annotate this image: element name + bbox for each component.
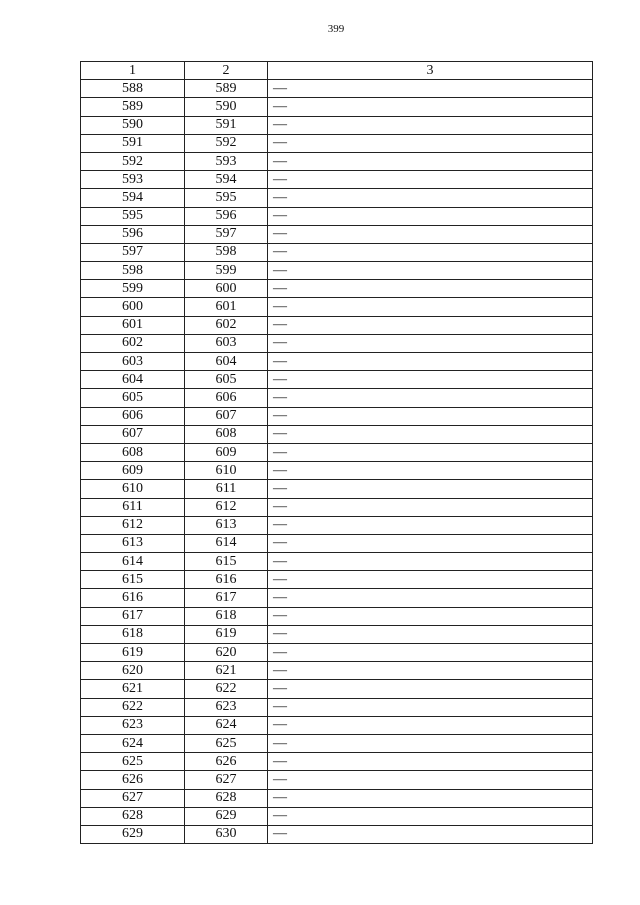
table-cell-col3: — bbox=[268, 98, 593, 116]
table-cell-col3: — bbox=[268, 662, 593, 680]
table-cell-col3: — bbox=[268, 443, 593, 461]
table-cell-col3: — bbox=[268, 116, 593, 134]
table-cell-col1: 622 bbox=[81, 698, 185, 716]
table-cell-col1: 601 bbox=[81, 316, 185, 334]
table-cell-col1: 617 bbox=[81, 607, 185, 625]
table-cell-col3: — bbox=[268, 571, 593, 589]
table-row bbox=[81, 571, 593, 589]
table-cell-col2: 629 bbox=[185, 807, 268, 825]
table-cell-col3: — bbox=[268, 644, 593, 662]
table-cell-col3: — bbox=[268, 553, 593, 571]
table-row bbox=[81, 753, 593, 771]
table-cell-col3: — bbox=[268, 171, 593, 189]
table-row bbox=[81, 425, 593, 443]
table-cell-col2: 615 bbox=[185, 553, 268, 571]
table-cell-col2: 623 bbox=[185, 698, 268, 716]
table-row bbox=[81, 116, 593, 134]
table-cell-col3: — bbox=[268, 625, 593, 643]
column-header-3: 3 bbox=[268, 62, 593, 80]
table-cell-col2: 614 bbox=[185, 534, 268, 552]
table-cell-col3: — bbox=[268, 825, 593, 843]
table-cell-col1: 607 bbox=[81, 425, 185, 443]
table-cell-col2: 611 bbox=[185, 480, 268, 498]
table-cell-col2: 630 bbox=[185, 825, 268, 843]
table-cell-col2: 596 bbox=[185, 207, 268, 225]
table-cell-col3: — bbox=[268, 534, 593, 552]
table-cell-col2: 609 bbox=[185, 443, 268, 461]
table-cell-col3: — bbox=[268, 80, 593, 98]
table-row bbox=[81, 262, 593, 280]
table-row bbox=[81, 589, 593, 607]
table-cell-col1: 628 bbox=[81, 807, 185, 825]
table-cell-col1: 621 bbox=[81, 680, 185, 698]
table-cell-col3: — bbox=[268, 807, 593, 825]
table-cell-col2: 618 bbox=[185, 607, 268, 625]
table-cell-col3: — bbox=[268, 371, 593, 389]
table-row bbox=[81, 189, 593, 207]
table-cell-col2: 589 bbox=[185, 80, 268, 98]
table-cell-col3: — bbox=[268, 753, 593, 771]
table-cell-col2: 616 bbox=[185, 571, 268, 589]
table-cell-col3: — bbox=[268, 316, 593, 334]
table-row bbox=[81, 680, 593, 698]
table-cell-col1: 590 bbox=[81, 116, 185, 134]
table-cell-col2: 599 bbox=[185, 262, 268, 280]
table-row bbox=[81, 443, 593, 461]
table-row bbox=[81, 462, 593, 480]
table-cell-col2: 593 bbox=[185, 152, 268, 170]
table-row bbox=[81, 607, 593, 625]
table-cell-col2: 617 bbox=[185, 589, 268, 607]
table-cell-col2: 619 bbox=[185, 625, 268, 643]
table-cell-col2: 601 bbox=[185, 298, 268, 316]
table-cell-col1: 600 bbox=[81, 298, 185, 316]
table-cell-col1: 610 bbox=[81, 480, 185, 498]
table-row bbox=[81, 316, 593, 334]
table-cell-col3: — bbox=[268, 607, 593, 625]
table-cell-col3: — bbox=[268, 225, 593, 243]
table-cell-col2: 590 bbox=[185, 98, 268, 116]
table-cell-col1: 599 bbox=[81, 280, 185, 298]
table-cell-col2: 602 bbox=[185, 316, 268, 334]
table-row bbox=[81, 644, 593, 662]
table-cell-col2: 613 bbox=[185, 516, 268, 534]
table-cell-col3: — bbox=[268, 462, 593, 480]
table-row bbox=[81, 825, 593, 843]
table-cell-col3: — bbox=[268, 152, 593, 170]
table-row bbox=[81, 789, 593, 807]
table-cell-col1: 623 bbox=[81, 716, 185, 734]
table-row bbox=[81, 152, 593, 170]
table-cell-col3: — bbox=[268, 353, 593, 371]
table-cell-col1: 589 bbox=[81, 98, 185, 116]
column-header-1: 1 bbox=[81, 62, 185, 80]
table-cell-col3: — bbox=[268, 734, 593, 752]
table-row bbox=[81, 371, 593, 389]
table-row bbox=[81, 516, 593, 534]
table-cell-col3: — bbox=[268, 407, 593, 425]
table-cell-col1: 603 bbox=[81, 353, 185, 371]
table-cell-col1: 608 bbox=[81, 443, 185, 461]
table-row bbox=[81, 716, 593, 734]
table-cell-col2: 592 bbox=[185, 134, 268, 152]
table-cell-col2: 625 bbox=[185, 734, 268, 752]
table-cell-col3: — bbox=[268, 680, 593, 698]
table-cell-col1: 616 bbox=[81, 589, 185, 607]
table-cell-col2: 624 bbox=[185, 716, 268, 734]
table-cell-col3: — bbox=[268, 334, 593, 352]
table-row bbox=[81, 480, 593, 498]
table-cell-col1: 588 bbox=[81, 80, 185, 98]
table-cell-col2: 627 bbox=[185, 771, 268, 789]
table-cell-col1: 627 bbox=[81, 789, 185, 807]
table-cell-col2: 603 bbox=[185, 334, 268, 352]
table-cell-col3: — bbox=[268, 589, 593, 607]
table-cell-col1: 597 bbox=[81, 243, 185, 261]
table-cell-col2: 605 bbox=[185, 371, 268, 389]
table-row bbox=[81, 98, 593, 116]
table-cell-col3: — bbox=[268, 134, 593, 152]
table-cell-col3: — bbox=[268, 516, 593, 534]
table-row bbox=[81, 389, 593, 407]
table-row bbox=[81, 734, 593, 752]
table-cell-col1: 612 bbox=[81, 516, 185, 534]
table-header-row bbox=[81, 62, 593, 80]
table-cell-col1: 626 bbox=[81, 771, 185, 789]
table-cell-col3: — bbox=[268, 480, 593, 498]
table-cell-col2: 595 bbox=[185, 189, 268, 207]
table-row bbox=[81, 407, 593, 425]
table-cell-col2: 600 bbox=[185, 280, 268, 298]
table-cell-col1: 620 bbox=[81, 662, 185, 680]
table-cell-col1: 604 bbox=[81, 371, 185, 389]
data-table bbox=[80, 61, 593, 844]
table-cell-col1: 592 bbox=[81, 152, 185, 170]
table-cell-col3: — bbox=[268, 389, 593, 407]
table-row bbox=[81, 662, 593, 680]
table-cell-col2: 594 bbox=[185, 171, 268, 189]
table-row bbox=[81, 334, 593, 352]
table-cell-col1: 618 bbox=[81, 625, 185, 643]
table-cell-col3: — bbox=[268, 498, 593, 516]
table-row bbox=[81, 243, 593, 261]
table-cell-col1: 602 bbox=[81, 334, 185, 352]
table-row bbox=[81, 498, 593, 516]
table-cell-col1: 629 bbox=[81, 825, 185, 843]
table-row bbox=[81, 171, 593, 189]
table-cell-col1: 615 bbox=[81, 571, 185, 589]
table-cell-col1: 598 bbox=[81, 262, 185, 280]
table-cell-col3: — bbox=[268, 243, 593, 261]
table-cell-col2: 612 bbox=[185, 498, 268, 516]
table-cell-col3: — bbox=[268, 262, 593, 280]
table-cell-col1: 613 bbox=[81, 534, 185, 552]
table-cell-col3: — bbox=[268, 189, 593, 207]
table-cell-col1: 611 bbox=[81, 498, 185, 516]
table-cell-col2: 607 bbox=[185, 407, 268, 425]
page-number: 399 bbox=[327, 23, 345, 35]
table-cell-col2: 608 bbox=[185, 425, 268, 443]
table-cell-col1: 593 bbox=[81, 171, 185, 189]
table-cell-col3: — bbox=[268, 789, 593, 807]
table-row bbox=[81, 625, 593, 643]
table-cell-col1: 594 bbox=[81, 189, 185, 207]
table-row bbox=[81, 225, 593, 243]
table-row bbox=[81, 298, 593, 316]
table-cell-col2: 604 bbox=[185, 353, 268, 371]
table-cell-col1: 614 bbox=[81, 553, 185, 571]
table-row bbox=[81, 534, 593, 552]
table-cell-col1: 624 bbox=[81, 734, 185, 752]
column-header-2: 2 bbox=[185, 62, 268, 80]
table-cell-col2: 628 bbox=[185, 789, 268, 807]
table-row bbox=[81, 134, 593, 152]
table-row bbox=[81, 698, 593, 716]
table-cell-col2: 598 bbox=[185, 243, 268, 261]
table-cell-col2: 597 bbox=[185, 225, 268, 243]
table-cell-col2: 620 bbox=[185, 644, 268, 662]
table-cell-col1: 625 bbox=[81, 753, 185, 771]
table-cell-col2: 610 bbox=[185, 462, 268, 480]
table-cell-col2: 626 bbox=[185, 753, 268, 771]
table-cell-col3: — bbox=[268, 716, 593, 734]
table-body bbox=[81, 80, 593, 844]
table-cell-col1: 596 bbox=[81, 225, 185, 243]
table-cell-col3: — bbox=[268, 698, 593, 716]
table-cell-col1: 609 bbox=[81, 462, 185, 480]
table-row bbox=[81, 80, 593, 98]
table-cell-col2: 591 bbox=[185, 116, 268, 134]
table-row bbox=[81, 807, 593, 825]
table-row bbox=[81, 207, 593, 225]
table-cell-col3: — bbox=[268, 298, 593, 316]
table-cell-col2: 621 bbox=[185, 662, 268, 680]
table-cell-col3: — bbox=[268, 207, 593, 225]
table-row bbox=[81, 353, 593, 371]
table-cell-col2: 606 bbox=[185, 389, 268, 407]
table-row bbox=[81, 771, 593, 789]
table-cell-col1: 619 bbox=[81, 644, 185, 662]
table-cell-col1: 591 bbox=[81, 134, 185, 152]
table-cell-col3: — bbox=[268, 425, 593, 443]
table-row bbox=[81, 280, 593, 298]
table-cell-col1: 595 bbox=[81, 207, 185, 225]
table-row bbox=[81, 553, 593, 571]
table-cell-col1: 605 bbox=[81, 389, 185, 407]
table-cell-col1: 606 bbox=[81, 407, 185, 425]
table-cell-col2: 622 bbox=[185, 680, 268, 698]
table-cell-col3: — bbox=[268, 280, 593, 298]
table-cell-col3: — bbox=[268, 771, 593, 789]
